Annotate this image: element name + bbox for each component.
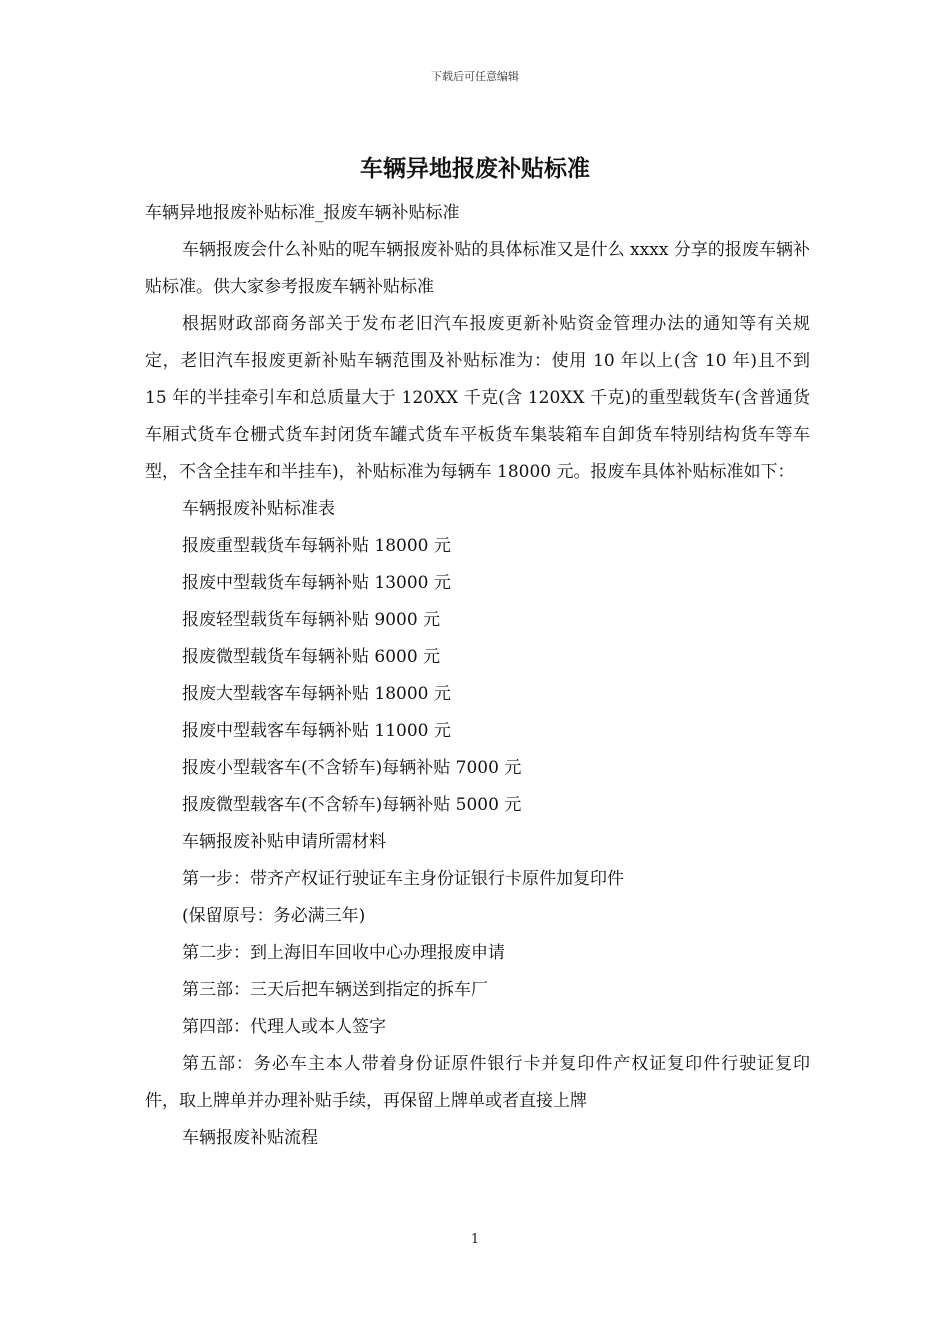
standard-item: 报废中型载货车每辆补贴 13000 元 [182, 573, 451, 593]
step-paragraph: 第三部：三天后把车辆送到指定的拆车厂 [182, 980, 488, 1000]
step-paragraph: 第五部：务必车主本人带着身份证原件银行卡并复印件产权证复印件行驶证复印件，取上牌单并办理补贴手续，再保留上牌单或者直接上牌 [145, 1054, 810, 1111]
subtitle-paragraph: 车辆异地报废补贴标准_报废车辆补贴标准 [145, 203, 460, 223]
process-heading: 车辆报废补贴流程 [182, 1128, 318, 1148]
standard-item: 报废大型载客车每辆补贴 18000 元 [182, 684, 451, 704]
step-paragraph: 第一步：带齐产权证行驶证车主身份证银行卡原件加复印件 [182, 869, 624, 889]
document-title: 车辆异地报废补贴标准 [360, 155, 590, 182]
standards-table-heading: 车辆报废补贴标准表 [182, 499, 335, 519]
intro-paragraph: 车辆报废会什么补贴的呢车辆报废补贴的具体标准又是什么 xxxx 分享的报废车辆补贴标准。供大家参考报废车辆补贴标准 [145, 240, 810, 297]
step-paragraph: 第二步：到上海旧车回收中心办理报废申请 [182, 943, 505, 963]
page-header-note: 下载后可任意编辑 [431, 70, 519, 83]
standard-item: 报废中型载客车每辆补贴 11000 元 [182, 721, 451, 741]
regulation-paragraph: 根据财政部商务部关于发布老旧汽车报废更新补贴资金管理办法的通知等有关规定，老旧汽车报废更新补贴车辆范围及补贴标准为：使用 10 年以上(含 10 年)且不到 15 年的半挂牵引车和总质量大于 120XX 千克(含 120XX 千克)的重型载货车(含普通货车厢式货车仓栅式货车封闭货车罐式货车平板货车集装箱车自卸货车特别结构货车等车型，不含全挂车和半挂车)，补贴标准为每辆车 18000 元。报废车具体补贴标准如下： [145, 314, 810, 482]
standard-item: 报废微型载货车每辆补贴 6000 元 [182, 647, 441, 667]
page-number: 1 [470, 1232, 480, 1247]
standard-item: 报废微型载客车(不含轿车)每辆补贴 5000 元 [182, 795, 522, 815]
standard-item: 报废小型载客车(不含轿车)每辆补贴 7000 元 [182, 758, 522, 778]
step-note: (保留原号：务必满三年) [182, 906, 366, 926]
standard-item: 报废重型载货车每辆补贴 18000 元 [182, 536, 451, 556]
document-body [145, 195, 810, 1157]
materials-heading: 车辆报废补贴申请所需材料 [182, 832, 386, 852]
step-paragraph: 第四部：代理人或本人签字 [182, 1017, 386, 1037]
standard-item: 报废轻型载货车每辆补贴 9000 元 [182, 610, 441, 630]
